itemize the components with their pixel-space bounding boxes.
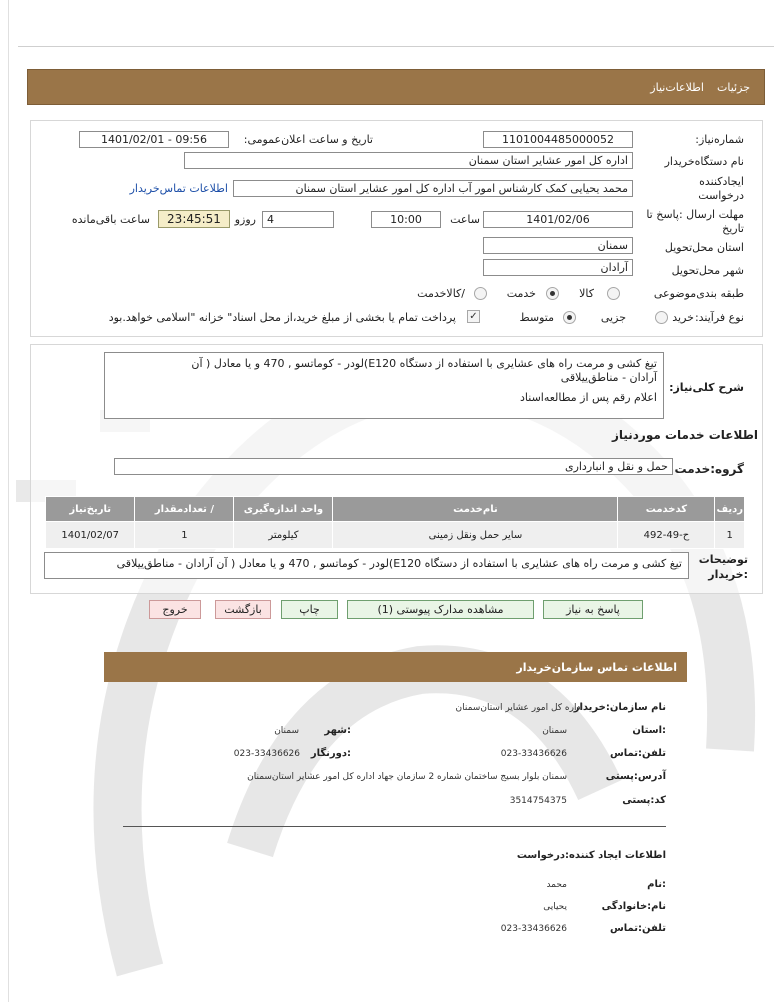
buyer-contact-link[interactable]: اطلاعات تماس‌خریدار [129,182,228,195]
province-field: سمنان [483,237,633,254]
buyer-desc-label-1: توضیحات [698,553,748,566]
address-label: آدرس:پستی [605,771,666,782]
table-header-row [46,497,745,522]
deadline-date-field: 1401/02/06 [483,211,633,228]
first-name-value: محمد [546,880,567,890]
contact-header-bar [104,652,687,682]
announce-label: تاریخ و ساعت اعلان‌عمومی: [243,133,373,146]
services-table [45,496,745,549]
cell-row: 1 [715,522,745,549]
creator-info-title: اطلاعات ایجاد کننده:درخواست [516,850,666,861]
cell-unit: کیلومتر [234,522,333,549]
process-label: نوع فرآیند: [694,311,744,324]
need-number-field: 1101004485000052 [483,131,633,148]
radio-goods[interactable] [607,287,620,300]
creator-phone-label: تلفن:تماس [609,923,666,934]
creator-label-1: ایجادکننده [699,175,744,188]
details-header-bar [27,69,765,105]
group-label: گروه:خدمت [674,462,744,476]
col-code: کدخدمت [618,497,715,522]
col-name: نام‌خدمت [333,497,618,522]
radio-partial[interactable] [655,311,668,324]
phone-label: تلفن:تماس [609,748,666,759]
group-field: حمل و نقل و انبارداری [114,458,673,475]
announce-field: 1401/02/01 - 09:56 [79,131,229,148]
cat-goods-label: کالا [579,287,594,300]
left-border [8,0,9,1002]
province-contact-value: سمنان [542,726,567,736]
address-value: سمنان بلوار بسیج ساختمان شماره 2 سازمان جهاد اداره کل امور عشایر استان‌سمنان [247,772,567,782]
radio-goods-service[interactable] [474,287,487,300]
contact-title: اطلاعات تماس سازمان‌خریدار [516,661,677,674]
col-unit: واحد اندازه‌گیری [234,497,333,522]
cell-name: سایر حمل ونقل زمینی [333,522,618,549]
col-date: تاریخ‌نیاز [46,497,135,522]
back-button[interactable]: بازگشت [215,600,271,619]
proc-partial-label: جزیی [600,311,626,324]
summary-box [104,352,664,419]
deadline-label-2: تاریخ [722,222,744,235]
city-contact-label: :شهر [324,725,351,736]
radio-service[interactable] [546,287,559,300]
payment-note: پرداخت تمام یا بخشی از مبلغ خرید،از محل اسناد" خزانه "اسلامی خواهد.بود [108,311,456,324]
creator-label-2: درخواست [698,189,744,202]
summary-label: شرح کلی‌نیاز: [669,381,744,394]
view-docs-button[interactable]: مشاهده مدارک پیوستی (1) [347,600,534,619]
buyer-org-label: نام دستگاه‌خریدار [664,155,744,168]
summary-line-3: اعلام رقم پس از مطالعه‌اسناد [520,391,657,404]
days-label: روزو [234,213,256,226]
org-value: اداره کل امور عشایر استان‌سمنان [455,703,583,713]
time-label: ساعت [450,213,480,226]
postal-label: کد:پستی [622,795,666,806]
cat-service-label: خدمت [506,287,536,300]
creator-field: محمد یحیایی کمک کارشناس امور آب اداره کل امور عشایر استان سمنان [233,180,633,197]
exit-button[interactable]: خروج [149,600,201,619]
postal-value: 3514754375 [509,796,567,806]
last-name-label: نام:خانوادگی [601,901,666,912]
province-contact-label: :استان [632,725,666,736]
province-label: استان محل‌تحویل [664,241,744,254]
org-label: نام سازمان:خریدار [573,702,666,713]
table-row [46,522,745,549]
services-title: اطلاعات خدمات موردنیاز [611,428,758,442]
reply-button[interactable]: پاسخ به نیاز [543,600,643,619]
buyer-desc-box: تیغ کشی و مرمت راه های عشایری با استفاده از دستگاه E120)لودر - کوماتسو , 470 و یا معادل ( آن آرادان - مناطق‌ییلاقی [44,552,689,579]
cat-goods-service-label: /کالاخدمت [417,287,465,300]
col-qty: / تعدادمقدار [135,497,234,522]
cell-code: ح-49-492 [618,522,715,549]
city-field: آرادان [483,259,633,276]
fax-value: 023-33436626 [233,749,300,759]
buyer-desc-label-2: :خریدار [708,568,748,581]
first-name-label: :نام [647,879,666,890]
phone-value: 023-33436626 [500,749,567,759]
last-name-value: یحیایی [543,902,567,912]
deadline-time-field: 10:00 [371,211,441,228]
payment-checkbox[interactable]: ✓ [467,310,480,323]
remaining-label: ساعت باقی‌مانده [71,213,150,226]
category-label: طبقه بندی‌موضوعی [653,287,744,300]
remaining-timer: 23:45:51 [158,210,230,228]
fax-label: :دورنگار [310,748,351,759]
city-label: شهر محل‌تحویل [671,264,744,277]
tab-details[interactable]: جزئیات [717,81,750,94]
col-row: ردیف [715,497,745,522]
proc-medium-label: متوسط [519,311,554,324]
buyer-org-field: اداره کل امور عشایر استان سمنان [184,152,633,169]
tab-need-info[interactable]: اطلاعات‌نیاز [650,81,704,94]
cell-qty: 1 [135,522,234,549]
need-number-label: شماره‌نیاز: [695,133,744,146]
days-field: 4 [262,211,334,228]
creator-phone-value: 023-33436626 [500,924,567,934]
summary-line-2: آرادان - مناطق‌ییلاقی [560,371,657,384]
cell-date: 1401/02/07 [46,522,135,549]
print-button[interactable]: چاپ [281,600,338,619]
summary-line-1: تیغ کشی و مرمت راه های عشایری با استفاده از دستگاه E120)لودر - کوماتسو , 470 و یا معادل ( آن [191,357,657,370]
top-divider [18,46,774,47]
contact-separator [123,826,666,827]
process-buy-label: خرید [672,311,694,324]
radio-medium[interactable] [563,311,576,324]
city-contact-value: سمنان [274,726,299,736]
deadline-label-1: مهلت ارسال :پاسخ تا [646,208,744,221]
